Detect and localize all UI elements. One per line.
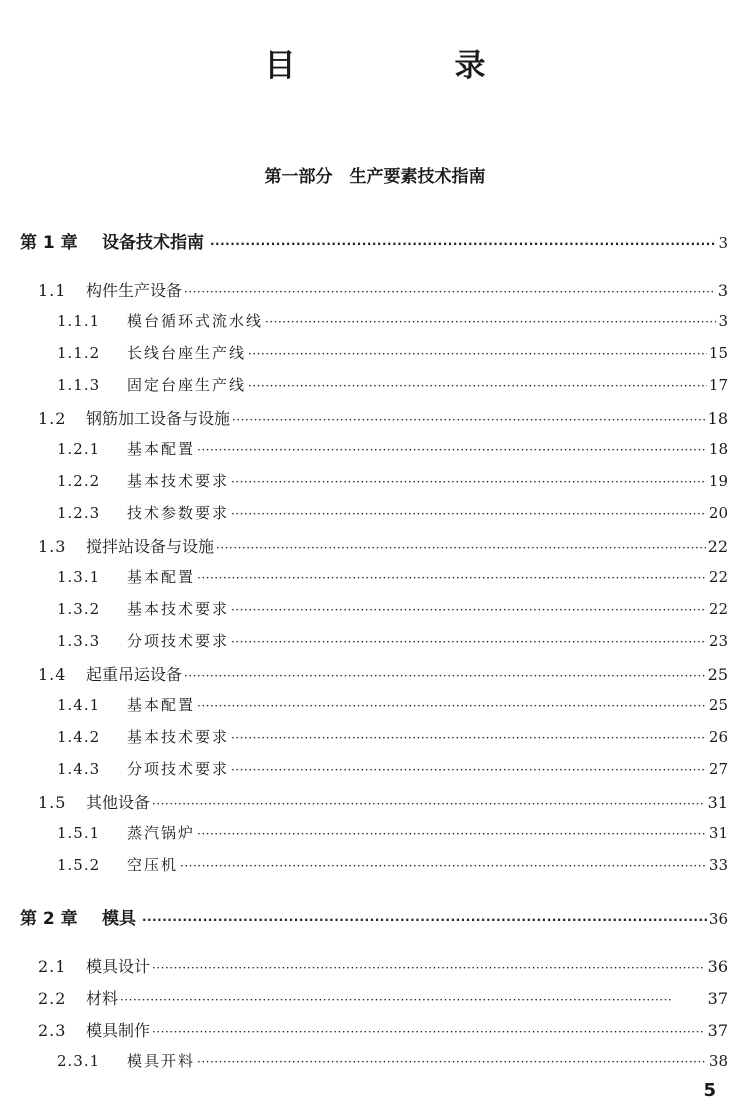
toc-entry-sub[interactable]	[0, 374, 728, 395]
toc-entry-number: 1.5	[38, 793, 67, 812]
toc-entry-number: 2.3	[38, 1021, 67, 1040]
toc-entry-page: 18	[707, 409, 728, 428]
toc-entry-section[interactable]	[0, 986, 728, 1009]
dot-leader	[231, 604, 707, 616]
toc-entry-page: 22	[708, 568, 728, 586]
toc-entry-number: 1.2	[38, 409, 67, 428]
toc-entry-title: 基本配置	[127, 568, 196, 586]
dot-leader	[248, 380, 707, 392]
toc-entry-number: 1.3.1	[57, 568, 101, 586]
toc-entry-title: 基本配置	[127, 440, 196, 458]
toc-entry-section[interactable]	[0, 662, 728, 685]
page-number: 5	[703, 1080, 716, 1101]
toc-entry-page: 36	[707, 957, 728, 976]
toc-entry-sub[interactable]	[0, 758, 728, 779]
toc-entry-section[interactable]	[0, 406, 728, 429]
dot-leader	[231, 476, 707, 488]
toc-entry-page: 33	[708, 856, 728, 874]
toc-entry-number: 1.1.2	[57, 344, 101, 362]
dot-leader	[216, 542, 706, 554]
toc-entry-number: 1.1.3	[57, 376, 101, 394]
dot-leader	[210, 238, 716, 250]
toc-entry-page: 36	[708, 910, 728, 928]
dot-leader	[152, 1026, 706, 1038]
toc-entry-page: 26	[708, 728, 728, 746]
toc-entry-number: 1.4.3	[57, 760, 101, 778]
toc-entry-title: 模具	[102, 909, 136, 929]
toc-entry-number: 1.1	[38, 281, 67, 300]
toc-entry-title: 蒸汽锅炉	[127, 824, 196, 842]
toc-entry-title: 模具设计	[86, 957, 151, 976]
toc-entry-title: 技术参数要求	[127, 504, 230, 522]
toc-entry-page: 31	[707, 793, 728, 812]
toc-entry-title: 长线台座生产线	[127, 344, 247, 362]
toc-entry-page: 27	[708, 760, 728, 778]
toc-entry-sub[interactable]	[0, 630, 728, 651]
toc-entry-title: 基本配置	[127, 696, 196, 714]
toc-entry-sub[interactable]	[0, 598, 728, 619]
toc-entry-number: 1.4.2	[57, 728, 101, 746]
dot-leader	[231, 732, 707, 744]
toc-entry-title: 空压机	[127, 856, 179, 874]
toc-entry-sub[interactable]	[0, 310, 728, 331]
toc-entry-page: 37	[707, 989, 728, 1008]
toc-entry-page: 22	[708, 600, 728, 618]
toc-entry-page: 23	[708, 632, 728, 650]
toc-entry-number: 第 1 章	[20, 233, 78, 253]
dot-leader	[197, 444, 707, 456]
toc-entry-sub[interactable]	[0, 566, 728, 587]
toc-entry-page: 3	[718, 234, 728, 252]
toc-entry-page: 15	[708, 344, 728, 362]
dot-leader	[120, 994, 706, 1006]
toc-entry-number: 1.5.1	[57, 824, 101, 842]
toc-entry-sub[interactable]	[0, 470, 728, 491]
toc-entry-title: 材料	[86, 989, 119, 1008]
toc-entry-section[interactable]	[0, 954, 728, 977]
toc-entry-number: 1.3.2	[57, 600, 101, 618]
dot-leader	[231, 636, 707, 648]
dot-leader	[142, 914, 707, 926]
toc-entry-title: 基本技术要求	[127, 728, 230, 746]
toc-entry-title: 构件生产设备	[86, 281, 183, 300]
toc-entry-title: 设备技术指南	[102, 233, 204, 253]
toc-entry-page: 3	[718, 312, 728, 330]
toc-entry-section[interactable]	[0, 278, 728, 301]
toc-entry-page: 31	[708, 824, 728, 842]
toc-entry-chapter[interactable]	[0, 228, 728, 253]
toc-entry-page: 25	[707, 665, 728, 684]
toc-entry-number: 1.4.1	[57, 696, 101, 714]
dot-leader	[152, 962, 706, 974]
toc-entry-number: 2.1	[38, 957, 67, 976]
dot-leader	[265, 316, 716, 328]
toc-entry-section[interactable]	[0, 1018, 728, 1041]
toc-entry-sub[interactable]	[0, 726, 728, 747]
toc-entry-number: 1.2.3	[57, 504, 101, 522]
toc-entry-page: 3	[717, 281, 728, 300]
toc-entry-title: 分项技术要求	[127, 632, 230, 650]
toc-entry-page: 19	[708, 472, 728, 490]
toc-entry-title: 起重吊运设备	[86, 665, 183, 684]
dot-leader	[197, 1056, 707, 1068]
dot-leader	[231, 508, 707, 520]
toc-entry-chapter[interactable]	[0, 904, 728, 929]
dot-leader	[180, 860, 707, 872]
toc-entry-number: 2.2	[38, 989, 67, 1008]
toc-entry-title: 固定台座生产线	[127, 376, 247, 394]
toc-entry-number: 1.4	[38, 665, 67, 684]
toc-entry-page: 22	[707, 537, 728, 556]
toc-entry-sub[interactable]	[0, 502, 728, 523]
toc-entry-sub[interactable]	[0, 854, 728, 875]
toc-entry-number: 1.3.3	[57, 632, 101, 650]
toc-entry-number: 1.3	[38, 537, 67, 556]
toc-entry-section[interactable]	[0, 534, 728, 557]
part-title: 第一部分 生产要素技术指南	[264, 167, 486, 187]
toc-entry-sub[interactable]	[0, 342, 728, 363]
dot-leader	[232, 414, 706, 426]
toc-entry-page: 17	[708, 376, 728, 394]
toc-entry-number: 1.2.1	[57, 440, 101, 458]
toc-entry-section[interactable]	[0, 790, 728, 813]
toc-entry-page: 38	[708, 1052, 728, 1070]
dot-leader	[184, 286, 716, 298]
toc-entry-sub[interactable]	[0, 822, 728, 843]
toc-entry-title: 钢筋加工设备与设施	[86, 409, 231, 428]
dot-leader	[197, 828, 707, 840]
dot-leader	[197, 572, 707, 584]
toc-entry-number: 2.3.1	[57, 1052, 101, 1070]
toc-entry-page: 25	[708, 696, 728, 714]
dot-leader	[248, 348, 707, 360]
toc-entry-title: 基本技术要求	[127, 472, 230, 490]
toc-entry-page: 37	[707, 1021, 728, 1040]
toc-entry-title: 其他设备	[86, 793, 151, 812]
dot-leader	[197, 700, 707, 712]
dot-leader	[184, 670, 706, 682]
toc-entry-sub[interactable]	[0, 438, 728, 459]
toc-entry-title: 分项技术要求	[127, 760, 230, 778]
toc-entry-title: 搅拌站设备与设施	[86, 537, 215, 556]
toc-entry-page: 20	[708, 504, 728, 522]
toc-entry-sub[interactable]	[0, 1050, 728, 1071]
toc-entry-number: 1.2.2	[57, 472, 101, 490]
toc-entry-title: 模具开料	[127, 1052, 196, 1070]
toc-entry-number: 第 2 章	[20, 909, 78, 929]
toc-entry-sub[interactable]	[0, 694, 728, 715]
dot-leader	[152, 798, 706, 810]
toc-entry-title: 模台循环式流水线	[127, 312, 264, 330]
toc-entry-number: 1.1.1	[57, 312, 101, 330]
toc-entry-page: 18	[708, 440, 728, 458]
dot-leader	[231, 764, 707, 776]
toc-entry-title: 基本技术要求	[127, 600, 230, 618]
page-title: 目 录	[264, 48, 550, 84]
toc-entry-number: 1.5.2	[57, 856, 101, 874]
toc-entry-title: 模具制作	[86, 1021, 151, 1040]
